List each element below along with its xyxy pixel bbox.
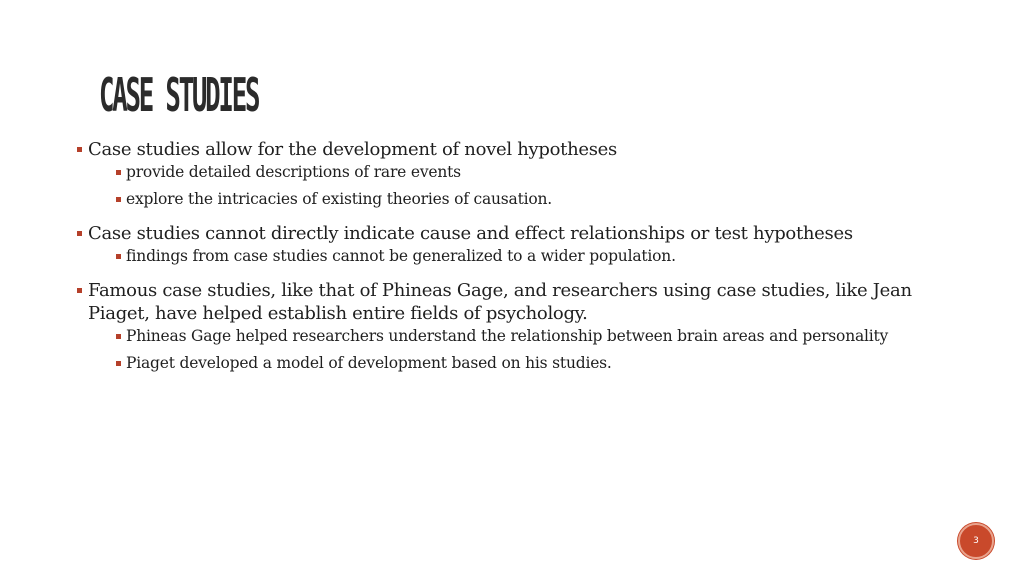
bullet-list	[77, 138, 957, 374]
bullet-item	[77, 279, 957, 325]
square-bullet-icon	[116, 361, 121, 366]
sub-bullet-item	[77, 189, 957, 210]
square-bullet-icon	[116, 254, 121, 259]
sub-bullet-text: findings from case studies cannot be generalized to a wider population.	[126, 247, 676, 265]
slide-title: CASE STUDIES	[99, 68, 259, 122]
square-bullet-icon	[116, 197, 121, 202]
square-bullet-icon	[116, 170, 121, 175]
bullet-item	[77, 222, 957, 245]
sub-bullet-text: Piaget developed a model of development based on his studies.	[126, 354, 612, 372]
bullet-text: Famous case studies, like that of Phineas Gage, and researchers using case studies, like Jean Piaget, have helped establish entire fields of psychology.	[88, 280, 912, 324]
sub-bullet-text: Phineas Gage helped researchers understand the relationship between brain areas and personality	[126, 327, 889, 345]
sub-bullet-item	[77, 246, 957, 267]
square-bullet-icon	[116, 334, 121, 339]
bullet-item	[77, 138, 957, 161]
sub-bullet-item	[77, 162, 957, 183]
sub-bullet-item	[77, 326, 957, 347]
bullet-text: Case studies allow for the development of novel hypotheses	[88, 139, 617, 160]
sub-bullet-text: explore the intricacies of existing theories of causation.	[126, 190, 552, 208]
square-bullet-icon	[77, 147, 82, 152]
square-bullet-icon	[77, 288, 82, 293]
square-bullet-icon	[77, 231, 82, 236]
page-number-badge: 3	[958, 523, 994, 559]
sub-bullet-text: provide detailed descriptions of rare events	[126, 163, 461, 181]
sub-bullet-item	[77, 353, 957, 374]
bullet-text: Case studies cannot directly indicate cause and effect relationships or test hypotheses	[88, 223, 853, 244]
